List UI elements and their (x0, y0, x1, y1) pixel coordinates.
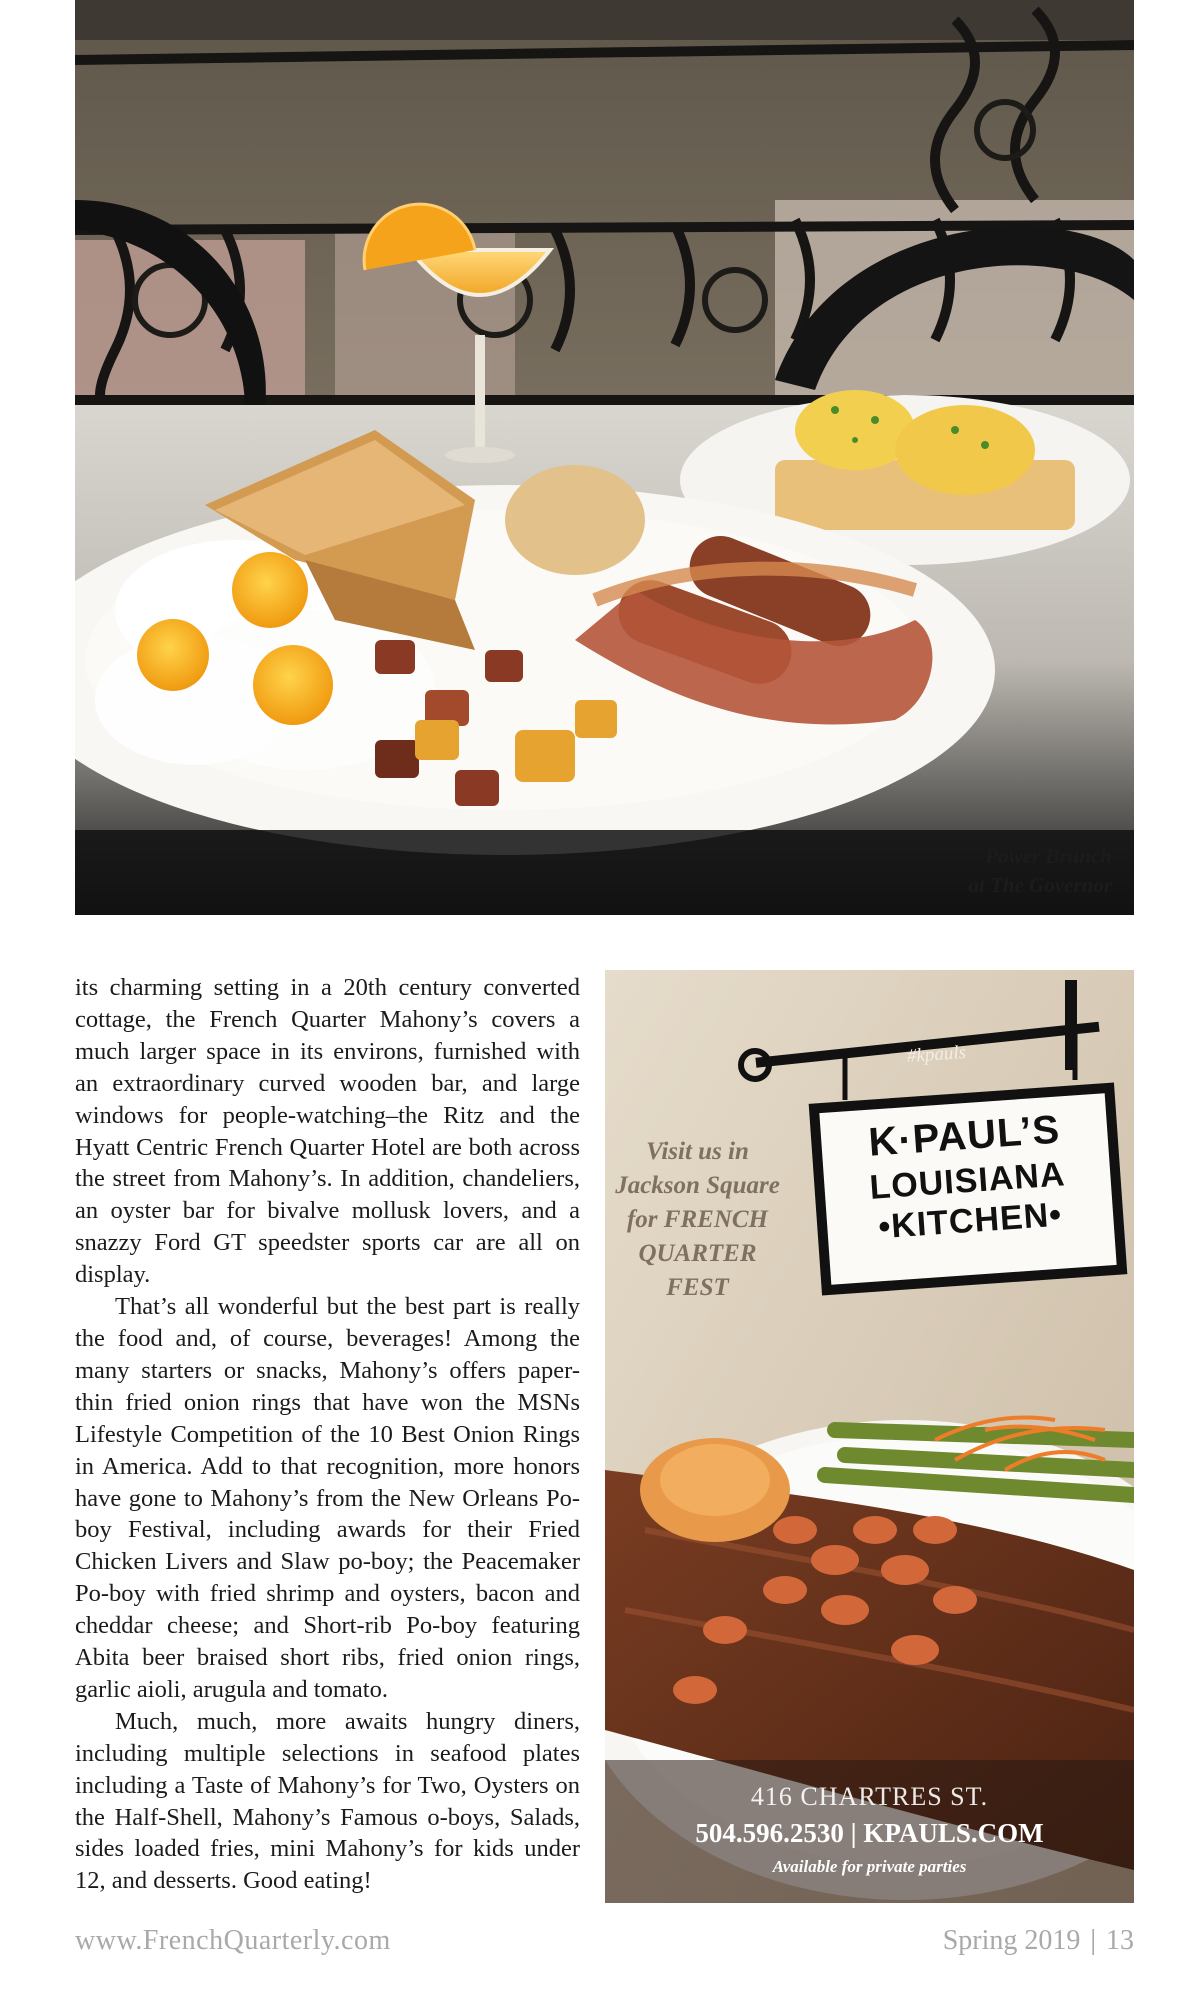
sign-line-3: •KITCHEN• (877, 1195, 1064, 1247)
visit-line-3: for FRENCH (626, 1206, 768, 1233)
article-body (75, 972, 580, 1897)
visit-line-4: QUARTER (638, 1240, 757, 1267)
visit-line-1: Visit us in (646, 1138, 749, 1165)
footer-issue-info (943, 1925, 1134, 1957)
ad-visit-message (615, 1135, 780, 1305)
page-number: 13 (1106, 1925, 1134, 1956)
caption-line-1: Power Brunch (985, 844, 1112, 868)
photo-caption (969, 842, 1113, 900)
footer-website: www.FrenchQuarterly.com (75, 1925, 391, 1956)
ad-private-parties: Available for private parties (772, 1857, 967, 1876)
kpauls-sign-logo (809, 1083, 1128, 1296)
article-paragraph-3: Much, much, more awaits hungry diners, including multiple selections in seafood plates including a Taste of Mahony’s for Two, Oysters on the Half-Shell, Mahony’s Famous o-boys, Salads, sides loaded fries, mini Mahony’s for kids under 12, and desserts. Good eating! (75, 1707, 580, 1895)
ad-hashtag: #kpauls (906, 1041, 967, 1068)
article-paragraph-1: its charming setting in a 20th century converted cottage, the French Quarter Mahony’s covers a much larger space in its environs, furnished with an extraordinary curved wooden bar, and large windows for people-watching–the Ritz and the Hyatt Centric French Quarter Hotel are both across the street from Mahony’s. In addition, chandeliers, an oyster bar for bivalve mollusk lovers, and a snazzy Ford GT speedster sports car are all on display. (75, 974, 580, 1289)
sign-line-2: LOUISIANA (868, 1155, 1067, 1207)
ad-contact-block (605, 1780, 1134, 1882)
ad-address: 416 CHARTRES ST. (750, 1782, 989, 1811)
hero-photo (75, 0, 1134, 915)
article-paragraph-2: That’s all wonderful but the best part is really the food and, of course, beverages! Among the many starters or snacks, Mahony’s offers paper-thin fried onion rings that have won the MSNs Lifestyle Competition of the 10 Best Onion Rings in America. Add to that recognition, more honors have gone to Mahony’s from the New Orleans Po-boy Festival, including awards for their Fried Chicken Livers and Slaw po-boy; the Peacemaker Po-boy with fried shrimp and oysters, bacon and cheddar cheese; and Short-rib Po-boy featuring Abita beer braised short ribs, fried onion rings, garlic aioli, arugula and tomato. (75, 1293, 580, 1703)
sign-line-1: K·PAUL’S (867, 1107, 1062, 1165)
ad-phone-website: 504.596.2530 | KPAULS.COM (695, 1818, 1044, 1848)
page-footer (75, 1925, 1134, 1965)
visit-line-2: Jackson Square (615, 1172, 780, 1199)
brunch-photo-illustration (75, 0, 1134, 915)
footer-issue: Spring 2019 (942, 1925, 1081, 1956)
kpauls-advertisement (605, 970, 1134, 1903)
caption-line-2: at The Governor (968, 873, 1112, 897)
footer-separator: | (1090, 1925, 1096, 1956)
visit-line-5: FEST (666, 1274, 729, 1301)
